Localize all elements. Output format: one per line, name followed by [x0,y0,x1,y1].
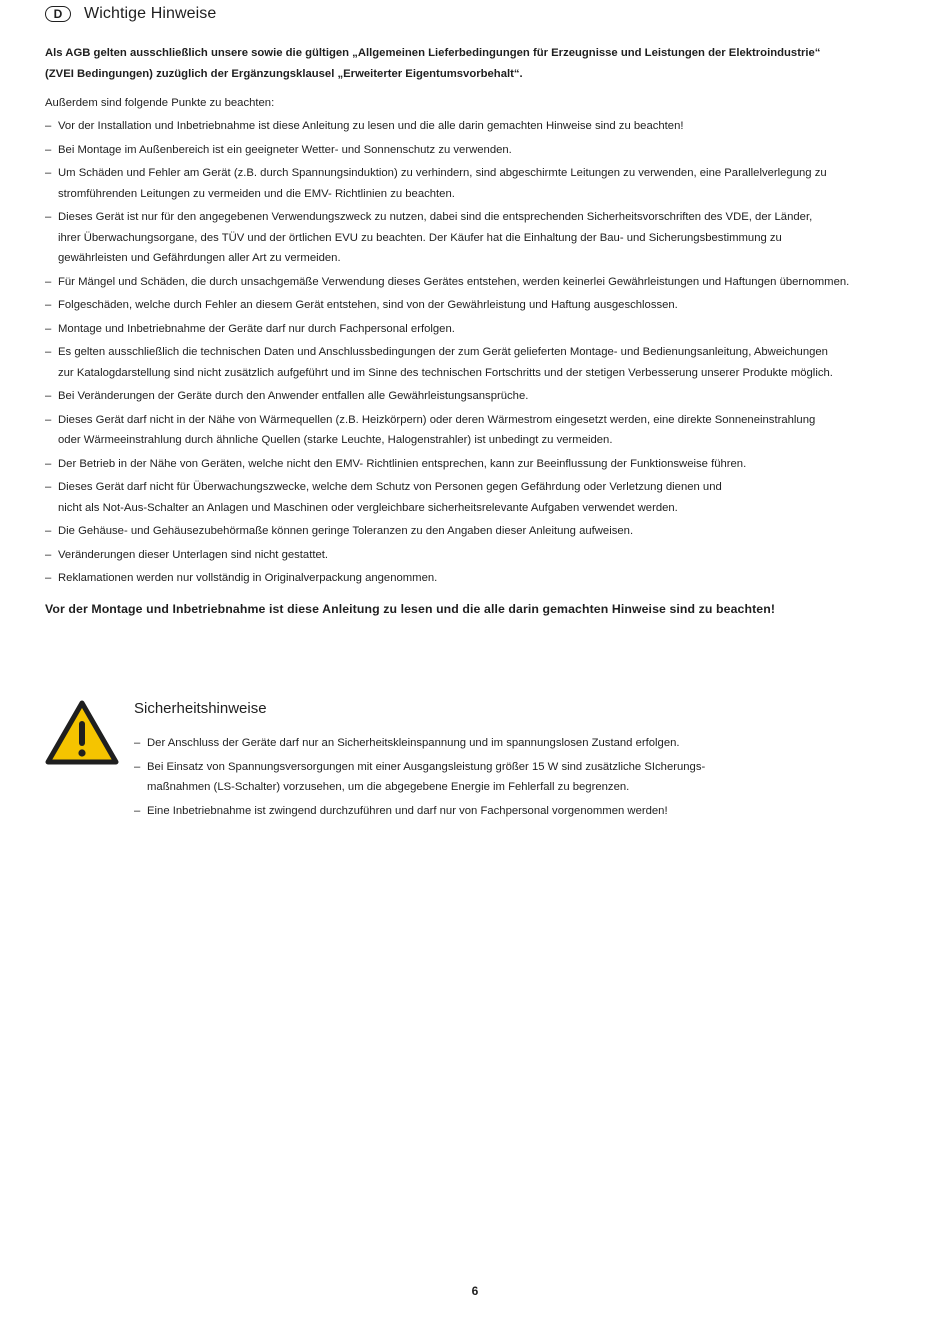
bullet-dash: – [45,457,52,470]
list-item [45,521,915,542]
list-item [45,140,915,161]
bullet-dash: – [45,413,52,426]
list-item-line: Folgeschäden, welche durch Fehler an diesem Gerät entstehen, sind von der Gewährleistung und Haftung ausgeschlossen. [58,299,678,311]
bullet-dash: – [45,299,52,311]
bullet-dash: – [45,167,52,179]
terms-intro-line: (ZVEI Bedingungen) zuzüglich der Ergänzungsklausel „Erweiterter Eigentumsvorbehalt“. [45,68,523,80]
list-item-line: gewährleisten und Gefährdungen aller Art zu vermeiden. [58,252,341,264]
bullet-dash: – [45,275,52,288]
list-item-line: Bei Montage im Außenbereich ist ein geeigneter Wetter- und Sonnenschutz zu verwenden. [58,143,512,156]
list-item [134,801,834,822]
list-item [45,342,915,383]
bullet-dash: – [45,211,52,223]
list-item-line: Reklamationen werden nur vollständig in Originalverpackung angenommen. [58,572,438,584]
list-item-line: oder Wärmeeinstrahlung durch ähnliche Quellen (starke Leuchte, Halogenstrahler) ist unbedingt zu vermeiden. [58,434,613,446]
list-item-line: Vor der Installation und Inbetriebnahme ist diese Anleitung zu lesen und die alle darin gemachten Hinweise sind zu beachten! [58,120,684,132]
list-item-line: Veränderungen dieser Unterlagen sind nicht gestattet. [58,548,329,561]
terms-intro [45,43,915,85]
list-item-line: Dieses Gerät darf nicht für Überwachungszwecke, welche dem Schutz von Personen gegen Gefährdung oder Verletzung dienen und [58,481,722,493]
bullet-dash: – [45,481,52,493]
bullet-dash: – [45,390,52,402]
list-item-line: stromführenden Leitungen zu vermeiden und die EMV- Richtlinien zu beachten. [58,187,455,200]
list-item-line: Bei Veränderungen der Geräte durch den Anwender entfallen alle Gewährleistungsansprüche. [58,390,529,402]
list-item [134,757,834,798]
bullet-dash: – [45,525,52,537]
page-number: 6 [471,1284,479,1298]
safety-title: Sicherheitshinweise [134,700,267,717]
list-item-line: Der Betrieb in der Nähe von Geräten, welche nicht den EMV- Richtlinien entsprechen, kann zur Beeinflussung der Funktionsweise führen. [58,457,747,470]
list-item-line: nicht als Not-Aus-Schalter an Anlagen und Maschinen oder vergleichbare sicherheitsrelevante Aufgaben verwendet werden. [58,501,678,514]
list-item-line: Dieses Gerät ist nur für den angegebenen Verwendungszweck zu nutzen, dabei sind die entsprechenden Sicherheitsvorschriften des VDE, der Länder, [58,211,813,223]
warning-triangle-icon [45,700,119,766]
list-item-line: Montage und Inbetriebnahme der Geräte darf nur durch Fachpersonal erfolgen. [58,322,455,335]
list-item [45,545,915,566]
language-badge: D [45,6,71,22]
list-item-line: Für Mängel und Schäden, die durch unsachgemäße Verwendung dieses Gerätes entstehen, werden keinerlei Gewährleistungen und Haftungen übernommen. [58,275,850,288]
terms-intro-line: Als AGB gelten ausschließlich unsere sowie die gültigen „Allgemeinen Lieferbedingungen für Erzeugnisse und Leistungen der Elektroindustrie“ [45,47,821,59]
list-item-line: Der Anschluss der Geräte darf nur an Sicherheitskleinspannung und im spannungslosen Zustand erfolgen. [147,737,680,749]
bullet-dash: – [134,804,141,817]
list-item [45,568,915,589]
bullet-dash: – [45,120,52,132]
notes-preface: Außerdem sind folgende Punkte zu beachten: [45,97,275,109]
list-item [45,295,915,316]
bullet-dash: – [45,346,52,358]
bullet-dash: – [134,737,141,749]
bullet-dash: – [45,143,52,156]
list-item [45,410,915,451]
bullet-dash: – [45,548,52,561]
list-item [45,207,915,269]
list-item-line: maßnahmen (LS-Schalter) vorzusehen, um die abgegebene Energie im Fehlerfall zu begrenzen. [147,781,630,793]
list-item [45,319,915,340]
bullet-dash: – [45,322,52,335]
list-item-line: ihrer Überwachungsorgane, des TÜV und der örtlichen EVU zu beachten. Der Käufer hat die Einhaltung der Bau- und Sicherungsbestimmung zu [58,231,782,244]
list-item [45,272,915,293]
page-title: Wichtige Hinweise [84,5,217,22]
list-item [45,116,915,137]
list-item [45,477,915,518]
list-item-line: Die Gehäuse- und Gehäusezubehörmaße können geringe Toleranzen zu den Angaben dieser Anleitung aufweisen. [58,525,634,537]
list-item-line: Dieses Gerät darf nicht in der Nähe von Wärmequellen (z.B. Heizkörpern) oder deren Wärmestrom eingesetzt werden, eine direkte Sonneneinstrahlung [58,413,816,426]
list-item-line: Um Schäden und Fehler am Gerät (z.B. durch Spannungsinduktion) zu verhindern, sind abgeschirmte Leitungen zu verwenden, eine Parallelverlegung zu [58,167,827,179]
list-item-line: zur Katalogdarstellung sind nicht zusätzlich aufgeführt und im Sinne des technischen Fortschritts und der stetigen Verbesserung unserer Produkte möglich. [58,366,833,379]
list-item [45,454,915,475]
list-item-line: Eine Inbetriebnahme ist zwingend durchzuführen und darf nur von Fachpersonal vorgenommen werden! [147,804,668,817]
closing-notice: Vor der Montage und Inbetriebnahme ist diese Anleitung zu lesen und die alle darin gemachten Hinweise sind zu beachten! [45,602,776,616]
bullet-dash: – [45,572,52,584]
list-item [134,733,834,754]
page-header [45,3,216,25]
list-item-line: Es gelten ausschließlich die technischen Daten und Anschlussbedingungen der zum Gerät gelieferten Montage- und Bedienungsanleitung, Abweichungen [58,346,828,358]
list-item [45,163,915,204]
bullet-dash: – [134,760,141,773]
list-item-line: Bei Einsatz von Spannungsversorgungen mit einer Ausgangsleistung größer 15 W sind zusätzliche SIcherungs- [147,760,706,773]
list-item [45,386,915,407]
